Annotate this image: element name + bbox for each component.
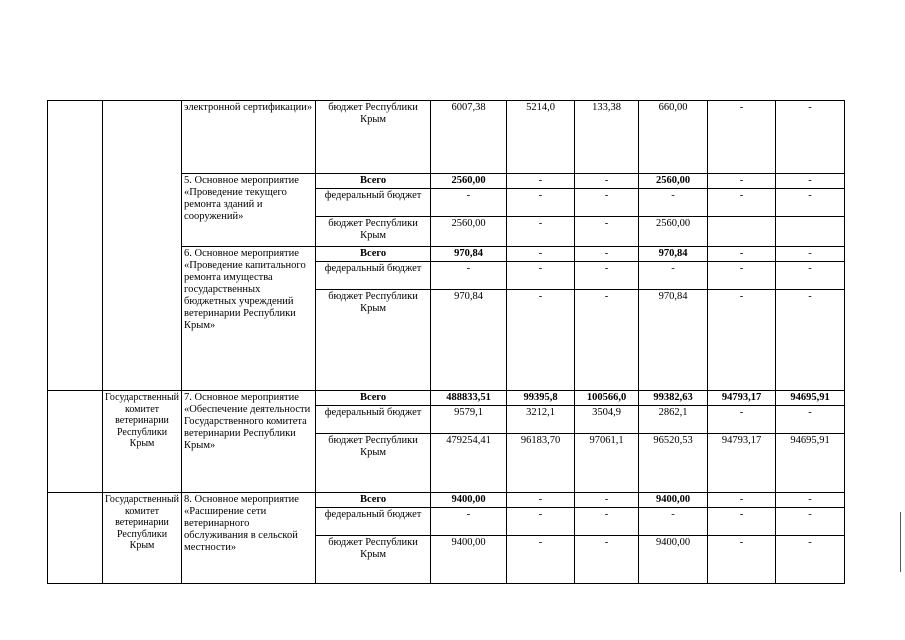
value-cell: 9579,1 xyxy=(431,406,507,434)
value-cell: - xyxy=(708,101,776,174)
value-cell: - xyxy=(776,174,845,189)
value-cell: 3504,9 xyxy=(575,406,639,434)
value-cell: - xyxy=(575,174,639,189)
value-cell: 94793,17 xyxy=(708,391,776,406)
activity-cell: электронной сертификации» xyxy=(182,101,316,174)
value-cell: - xyxy=(776,247,845,262)
table-row xyxy=(48,493,845,508)
value-cell xyxy=(708,217,776,247)
empty-cell xyxy=(48,391,103,493)
activity-cell: 5. Основное мероприятие «Проведение текущего ремонта зданий и сооружений» xyxy=(182,174,316,247)
value-cell: 99382,63 xyxy=(639,391,708,406)
value-cell: - xyxy=(507,189,575,217)
empty-cell xyxy=(103,101,182,391)
value-cell: - xyxy=(639,189,708,217)
value-cell: - xyxy=(708,536,776,584)
value-cell: - xyxy=(575,536,639,584)
activity-cell: 7. Основное мероприятие «Обеспечение деятельности Государственного комитета ветеринарии Республики Крым» xyxy=(182,391,316,493)
value-cell: - xyxy=(507,508,575,536)
scan-edge-mark xyxy=(900,512,901,572)
source-cell: Всего xyxy=(316,247,431,262)
value-cell: - xyxy=(507,217,575,247)
value-cell: - xyxy=(575,217,639,247)
value-cell: - xyxy=(639,262,708,290)
source-cell: бюджет Республики Крым xyxy=(316,217,431,247)
executor-cell: Государственный комитет ветеринарии Республики Крым xyxy=(103,493,182,584)
table-row xyxy=(48,101,845,174)
value-cell: - xyxy=(776,406,845,434)
value-cell: 94793,17 xyxy=(708,434,776,493)
value-cell: 2862,1 xyxy=(639,406,708,434)
source-cell: федеральный бюджет xyxy=(316,262,431,290)
source-cell: бюджет Республики Крым xyxy=(316,536,431,584)
value-cell: - xyxy=(776,508,845,536)
value-cell: - xyxy=(507,247,575,262)
value-cell: 133,38 xyxy=(575,101,639,174)
value-cell: - xyxy=(776,101,845,174)
activity-cell: 6. Основное мероприятие «Проведение капитального ремонта имущества государственных бюджетных учреждений ветеринарии Республики Крым» xyxy=(182,247,316,391)
value-cell: - xyxy=(776,189,845,217)
value-cell: 660,00 xyxy=(639,101,708,174)
value-cell: - xyxy=(708,508,776,536)
value-cell: 3212,1 xyxy=(507,406,575,434)
source-cell: федеральный бюджет xyxy=(316,406,431,434)
value-cell: 6007,38 xyxy=(431,101,507,174)
value-cell: 2560,00 xyxy=(431,174,507,189)
value-cell: - xyxy=(776,536,845,584)
value-cell: 94695,91 xyxy=(776,434,845,493)
value-cell: - xyxy=(507,536,575,584)
value-cell: - xyxy=(431,189,507,217)
value-cell: - xyxy=(431,262,507,290)
value-cell: 99395,8 xyxy=(507,391,575,406)
value-cell: 9400,00 xyxy=(639,536,708,584)
value-cell: 5214,0 xyxy=(507,101,575,174)
value-cell: 970,84 xyxy=(431,247,507,262)
value-cell: 100566,0 xyxy=(575,391,639,406)
value-cell: - xyxy=(639,508,708,536)
value-cell: - xyxy=(575,508,639,536)
value-cell: 970,84 xyxy=(639,247,708,262)
source-cell: Всего xyxy=(316,391,431,406)
value-cell: - xyxy=(507,262,575,290)
value-cell: 96183,70 xyxy=(507,434,575,493)
value-cell: - xyxy=(776,493,845,508)
value-cell: - xyxy=(575,290,639,391)
source-cell: Всего xyxy=(316,493,431,508)
value-cell: - xyxy=(776,290,845,391)
value-cell: 488833,51 xyxy=(431,391,507,406)
value-cell: - xyxy=(708,174,776,189)
value-cell: - xyxy=(708,493,776,508)
value-cell: 94695,91 xyxy=(776,391,845,406)
budget-table xyxy=(47,100,845,584)
source-cell: бюджет Республики Крым xyxy=(316,434,431,493)
value-cell: - xyxy=(708,406,776,434)
executor-cell: Государственный комитет ветеринарии Республики Крым xyxy=(103,391,182,493)
value-cell: - xyxy=(431,508,507,536)
value-cell: - xyxy=(708,262,776,290)
value-cell: 970,84 xyxy=(431,290,507,391)
source-cell: бюджет Республики Крым xyxy=(316,290,431,391)
source-cell: федеральный бюджет xyxy=(316,508,431,536)
source-cell: Всего xyxy=(316,174,431,189)
value-cell: - xyxy=(708,247,776,262)
empty-cell xyxy=(48,101,103,391)
value-cell: - xyxy=(708,290,776,391)
value-cell: - xyxy=(507,290,575,391)
value-cell xyxy=(776,217,845,247)
value-cell: - xyxy=(575,493,639,508)
value-cell: 479254,41 xyxy=(431,434,507,493)
value-cell: 96520,53 xyxy=(639,434,708,493)
value-cell: 9400,00 xyxy=(431,493,507,508)
empty-cell xyxy=(48,493,103,584)
table-row xyxy=(48,391,845,406)
value-cell: - xyxy=(575,189,639,217)
value-cell: 2560,00 xyxy=(639,174,708,189)
value-cell: - xyxy=(507,174,575,189)
value-cell: 2560,00 xyxy=(431,217,507,247)
value-cell: 97061,1 xyxy=(575,434,639,493)
value-cell: 9400,00 xyxy=(431,536,507,584)
value-cell: - xyxy=(708,189,776,217)
value-cell: - xyxy=(575,262,639,290)
value-cell: - xyxy=(776,262,845,290)
source-cell: бюджет Республики Крым xyxy=(316,101,431,174)
value-cell: 2560,00 xyxy=(639,217,708,247)
activity-cell: 8. Основное мероприятие «Расширение сети ветеринарного обслуживания в сельской местности» xyxy=(182,493,316,584)
value-cell: 9400,00 xyxy=(639,493,708,508)
value-cell: 970,84 xyxy=(639,290,708,391)
value-cell: - xyxy=(575,247,639,262)
source-cell: федеральный бюджет xyxy=(316,189,431,217)
value-cell: - xyxy=(507,493,575,508)
